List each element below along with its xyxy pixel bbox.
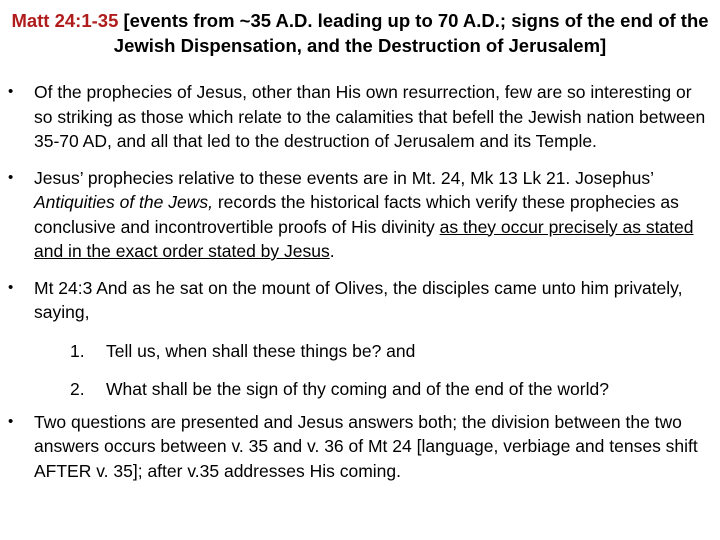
question-text: What shall be the sign of thy coming and of the end of the world? [106,379,609,399]
bullet-text: Two questions are presented and Jesus answers both; the division between the two answers occurs between v. 35 and v. 36 of Mt 24 [language, verbiage and tenses shift AFTER v. 35]; after v.35 addresses His coming. [34,411,698,481]
question-item [34,377,714,402]
bullet-text-part2: records the historical facts which verify these prophecies as conclusive and incontrovertible proofs of His divinity [34,192,679,237]
bullet-two-questions [8,410,714,484]
bullet-text: Mt 24:3 And as he sat on the mount of Olives, the disciples came unto him privately, saying, [34,277,683,322]
bullet-dot: • [8,83,14,100]
bullet-text-part1: Jesus’ prophecies relative to these events are in Mt. 24, Mk 13 Lk 21. Josephus’ [34,167,654,188]
question-list [34,339,714,402]
book-title-italic: Antiquities of the Jews, [34,192,213,212]
question-text: Tell us, when shall these things be? and [106,340,416,361]
bullet-text: Of the prophecies of Jesus, other than His own resurrection, few are so interesting or so striking as those which relate to the calamities that befell the Jewish nation between 35-70 AD, and all that led to the destruction of Jerusalem and its Temple. [34,82,706,151]
bullet-dot: • [8,168,14,186]
title-reference: Matt 24:1-35 [11,10,119,31]
question-number: 2. [70,379,85,399]
bullet-list [8,80,714,495]
bullet-dot: • [8,278,14,296]
question-number: 1. [70,340,85,361]
bullet-mt-24-3 [8,276,714,402]
slide-title [10,8,710,58]
bullet-dot: • [8,412,14,430]
title-text: [events from ~35 A.D. leading up to 70 A.D.; signs of the end of the Jewish Dispensation, and the Destruction of Jerusalem] [113,10,709,56]
question-item [34,339,714,364]
bullet-prophecies-intro [8,80,714,154]
bullet-text-part3: . [329,241,335,261]
underlined-emphasis: as they occur precisely as stated and in the exact order stated by Jesus [34,216,694,261]
bullet-josephus [8,166,714,264]
